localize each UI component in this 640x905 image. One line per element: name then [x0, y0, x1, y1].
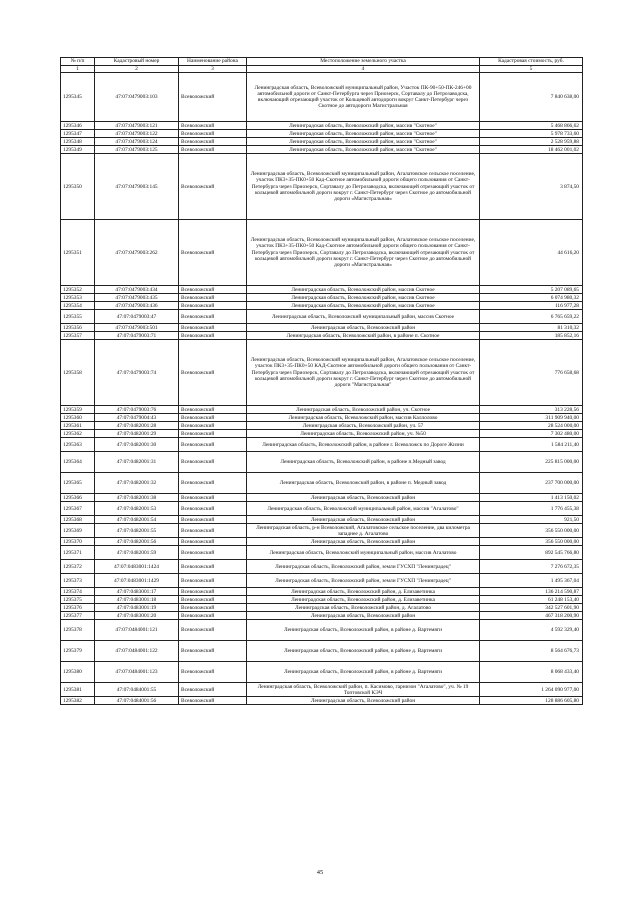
row-number: 1295351 — [61, 220, 95, 286]
table-row — [61, 302, 583, 310]
table-row — [61, 286, 583, 294]
cadastral-number: 47:07:0482001:30 — [95, 438, 179, 452]
cadastral-number: 47:07:0483001:1424 — [95, 560, 179, 574]
district-name: Всеволожский — [179, 406, 247, 414]
table-row — [61, 310, 583, 324]
cadastral-number: 47:07:0484001:56 — [95, 697, 179, 705]
cadastral-number: 47:07:0479003:122 — [95, 130, 179, 138]
cadastral-number: 47:07:0482001:56 — [95, 538, 179, 546]
row-number: 1295376 — [61, 604, 95, 612]
column-number: 2 — [95, 66, 179, 73]
location-text: Ленинградская область, Всеволожский район, в районе д. Вартемяги — [247, 662, 480, 683]
district-name: Всеволожский — [179, 494, 247, 502]
table-row — [61, 73, 583, 122]
cadastral-value: 311 909 940,00 — [480, 414, 583, 422]
location-text: Ленинградская область, Всеволожский муниципальный район, Участок ПК-90+50-ПК-246+00 автомобильной дороги от Санкт-Петербурга через Приозерск, Сортавалу до Петрозаводска, включающий отрезающий участок от Кольцевой автодороги вокруг Санкт-Петербург через Скотное до автодороги Магистральная — [247, 73, 480, 122]
location-text: Ленинградская область, Всеволожский район — [247, 538, 480, 546]
row-number: 1295382 — [61, 697, 95, 705]
cadastral-value: 6 765 659,22 — [480, 310, 583, 324]
row-number: 1295378 — [61, 620, 95, 641]
location-text: Ленинградская область, Всеволожский район, в районе д. Вартемяги — [247, 641, 480, 662]
cadastral-number: 47:07:0484001:122 — [95, 641, 179, 662]
row-number: 1295363 — [61, 438, 95, 452]
row-number: 1295372 — [61, 560, 95, 574]
table-row — [61, 574, 583, 588]
location-text: Ленинградская область, Всеволожский район — [247, 612, 480, 620]
location-text: Ленинградская область, Всеволожский район, земли ГУСХП "Ленинградец" — [247, 560, 480, 574]
district-name: Всеволожский — [179, 438, 247, 452]
location-text: Ленинградская область, Всеволожский муниципальный район, Агалатовское сельское поселение, участок ПК3+35-ПК0+50 Кад-Скотное автомобильной дороги общего пользования от Санкт-Петербурга через Приозерск, Сортавалу до Петрозаводска, включающей отрезающий участок от кольцевой автомобильной дороги вокруг г. Санкт-Петербург через Скотное до автомобильной дороги «Магистральная» — [247, 154, 480, 220]
row-number: 1295353 — [61, 294, 95, 302]
cadastral-value: 81 310,32 — [480, 324, 583, 332]
location-text: Ленинградская область, Всеволожский район — [247, 697, 480, 705]
cadastral-value: 1 264 090 977,00 — [480, 683, 583, 697]
cadastral-number: 47:07:0482001:55 — [95, 524, 179, 538]
row-number: 1295361 — [61, 422, 95, 430]
location-text: Ленинградская область, Всеволожский муниципальный район, массив "Агалатово" — [247, 502, 480, 516]
row-number: 1295346 — [61, 122, 95, 130]
table-row — [61, 130, 583, 138]
row-number: 1295348 — [61, 138, 95, 146]
district-name: Всеволожский — [179, 516, 247, 524]
district-name: Всеволожский — [179, 452, 247, 473]
table-header-row — [61, 58, 583, 66]
location-text: Ленинградская область, Всеволожский район, п. Касимово, гарнизон "Агалатово", уч. № 19 Топтовской КЭЧ — [247, 683, 480, 697]
location-text: Ленинградская область, Всеволожский район, массив Скотное — [247, 302, 480, 310]
location-text: Ленинградская область, Всеволожский район — [247, 324, 480, 332]
table-row — [61, 430, 583, 438]
row-number: 1295373 — [61, 574, 95, 588]
cadastral-number: 47:07:0484001:123 — [95, 662, 179, 683]
header-district: Наименование района — [179, 58, 247, 66]
row-number: 1295368 — [61, 516, 95, 524]
location-text: Ленинградская область, Всеволожский район — [247, 516, 480, 524]
cadastral-value: 356 550 000,00 — [480, 538, 583, 546]
cadastral-value-table — [60, 57, 583, 705]
district-name: Всеволожский — [179, 422, 247, 430]
table-row — [61, 620, 583, 641]
district-name: Всеволожский — [179, 154, 247, 220]
location-text: Ленинградская область, Всеволожский район, массив Каллолово — [247, 414, 480, 422]
district-name: Всеволожский — [179, 332, 247, 340]
district-name: Всеволожский — [179, 138, 247, 146]
row-number: 1295370 — [61, 538, 95, 546]
table-row — [61, 146, 583, 154]
cadastral-number: 47:07:0482001:53 — [95, 502, 179, 516]
cadastral-value: 7 276 672,35 — [480, 560, 583, 574]
cadastral-number: 47:07:0483001:20 — [95, 612, 179, 620]
cadastral-value: 342 527 601,90 — [480, 604, 583, 612]
cadastral-number: 47:07:0482001:32 — [95, 473, 179, 494]
location-text: Ленинградская область, Всеволожский район — [247, 494, 480, 502]
cadastral-value: 313 228,56 — [480, 406, 583, 414]
district-name: Всеволожский — [179, 662, 247, 683]
cadastral-value: 467 318 200,90 — [480, 612, 583, 620]
table-row — [61, 538, 583, 546]
district-name: Всеволожский — [179, 324, 247, 332]
location-text: Ленинградская область, Всеволожский район, массив "Скотное" — [247, 138, 480, 146]
location-text: Ленинградская область, Всеволожский район, в районе п.Медный завод — [247, 452, 480, 473]
table-row — [61, 588, 583, 596]
district-name: Всеволожский — [179, 294, 247, 302]
table-row — [61, 524, 583, 538]
table-row — [61, 596, 583, 604]
row-number: 1295369 — [61, 524, 95, 538]
cadastral-number: 47:07:0479003:121 — [95, 122, 179, 130]
cadastral-number: 47:07:0479003:436 — [95, 302, 179, 310]
location-text: Ленинградская область, Всеволожский район, в районе д. Вартемяги — [247, 620, 480, 641]
cadastral-number: 47:07:0479003:103 — [95, 73, 179, 122]
location-text: Ленинградская область, Всеволожский район, уч. 57 — [247, 422, 480, 430]
cadastral-value: 28 524 000,00 — [480, 422, 583, 430]
table-row — [61, 494, 583, 502]
location-text: Ленинградская область, Всеволожский район, массив "Скотное" — [247, 146, 480, 154]
cadastral-number: 47:07:0479003:76 — [95, 406, 179, 414]
cadastral-value: 776 658,68 — [480, 340, 583, 406]
district-name: Всеволожский — [179, 620, 247, 641]
table-row — [61, 406, 583, 414]
cadastral-value: 1 495 367,04 — [480, 574, 583, 588]
location-text: Ленинградская область, р-н Всеволожский, Агалатовское сельское поселение, два километра западнее д. Агалатово — [247, 524, 480, 538]
document-page — [60, 57, 582, 705]
location-text: Ленинградская область, Всеволожский район, в районе г. Всеволожск по Дороге Жизни — [247, 438, 480, 452]
cadastral-number: 47:07:0482001:59 — [95, 546, 179, 560]
cadastral-number: 47:07:0483001:1429 — [95, 574, 179, 588]
district-name: Всеволожский — [179, 524, 247, 538]
district-name: Всеволожский — [179, 560, 247, 574]
column-number: 4 — [247, 66, 480, 73]
table-row — [61, 414, 583, 422]
row-number: 1295357 — [61, 332, 95, 340]
location-text: Ленинградская область, Всеволожский район, в районе п. Медный завод — [247, 473, 480, 494]
location-text: Ленинградская область, Всеволожский район, массив Скотное — [247, 286, 480, 294]
row-number: 1295347 — [61, 130, 95, 138]
cadastral-value: 7 840 638,00 — [480, 73, 583, 122]
row-number: 1295364 — [61, 452, 95, 473]
cadastral-number: 47:07:0483001:18 — [95, 596, 179, 604]
table-row — [61, 332, 583, 340]
row-number: 1295377 — [61, 612, 95, 620]
location-text: Ленинградская область, Всеволожский муниципальный район, массив Скотное — [247, 310, 480, 324]
cadastral-value: 8 068 433,40 — [480, 662, 583, 683]
district-name: Всеволожский — [179, 604, 247, 612]
cadastral-value: 128 886 605,80 — [480, 697, 583, 705]
district-name: Всеволожский — [179, 340, 247, 406]
cadastral-number: 47:07:0483001:17 — [95, 588, 179, 596]
table-row — [61, 340, 583, 406]
location-text: Ленинградская область, Всеволожский муниципальный район, Агалатовское сельское поселение, участок ПК3+35-ПК0+50 Кад-Скотное автомобильной дороги общего пользования от Санкт-Петербурга через Приозерск, Сортавалу до Петрозаводска, включающей отрезающий участок от кольцевой автомобильной дороги вокруг г. Санкт-Петербург через Скотное до автомобильной дороги «Магистральная» — [247, 220, 480, 286]
district-name: Всеволожский — [179, 574, 247, 588]
cadastral-number: 47:07:0484001:55 — [95, 683, 179, 697]
row-number: 1295352 — [61, 286, 95, 294]
district-name: Всеволожский — [179, 697, 247, 705]
cadastral-value: 136 214 590,87 — [480, 588, 583, 596]
row-number: 1295356 — [61, 324, 95, 332]
cadastral-value: 892 545 766,80 — [480, 546, 583, 560]
cadastral-value: 1 584 211,40 — [480, 438, 583, 452]
table-row — [61, 220, 583, 286]
header-location: Местоположение земельного участка — [247, 58, 480, 66]
row-number: 1295379 — [61, 641, 95, 662]
location-text: Ленинградская область, Всеволожский муниципальный район, Агалатовское сельское поселение, участок ПК3+35-ПК0+50 КАД-Скотное автомобильной дороги общего пользования от Санкт-Петербурга через Приозерск, Сортавалу до Петрозаводска, включающей отрезающий участок от кольцевой автомобильной дороги вокруг г. Санкт-Петербург через Скотное до автомобильной дороги "Магистральная" — [247, 340, 480, 406]
cadastral-value: 1 413 150,02 — [480, 494, 583, 502]
district-name: Всеволожский — [179, 286, 247, 294]
table-row — [61, 438, 583, 452]
row-number: 1295381 — [61, 683, 95, 697]
cadastral-number: 47:07:0484001:121 — [95, 620, 179, 641]
row-number: 1295371 — [61, 546, 95, 560]
cadastral-value: 7 302 480,00 — [480, 430, 583, 438]
cadastral-number: 47:07:0479003:434 — [95, 286, 179, 294]
cadastral-number: 47:07:0479003:71 — [95, 332, 179, 340]
cadastral-value: 1 776 455,38 — [480, 502, 583, 516]
table-row — [61, 154, 583, 220]
cadastral-value: 6 074 980,32 — [480, 294, 583, 302]
cadastral-value: 5 978 733,60 — [480, 130, 583, 138]
cadastral-value: 5 468 866,62 — [480, 122, 583, 130]
location-text: Ленинградская область, Всеволожский район, в районе п. Скотное — [247, 332, 480, 340]
district-name: Всеволожский — [179, 430, 247, 438]
cadastral-number: 47:07:0479003:125 — [95, 146, 179, 154]
cadastral-value: 356 550 000,00 — [480, 524, 583, 538]
cadastral-value: 4 592 329,40 — [480, 620, 583, 641]
row-number: 1295380 — [61, 662, 95, 683]
cadastral-value: 3 874,50 — [480, 154, 583, 220]
column-number: 3 — [179, 66, 247, 73]
table-row — [61, 324, 583, 332]
district-name: Всеволожский — [179, 596, 247, 604]
row-number: 1295360 — [61, 414, 95, 422]
row-number: 1295354 — [61, 302, 95, 310]
header-row-number: № п/п — [61, 58, 95, 66]
column-number-row — [61, 66, 583, 73]
table-row — [61, 422, 583, 430]
cadastral-value: 921,50 — [480, 516, 583, 524]
table-row — [61, 516, 583, 524]
table-row — [61, 683, 583, 697]
district-name: Всеволожский — [179, 73, 247, 122]
location-text: Ленинградская область, Всеволожский район, д. Елизаветинка — [247, 596, 480, 604]
row-number: 1295349 — [61, 146, 95, 154]
district-name: Всеволожский — [179, 122, 247, 130]
district-name: Всеволожский — [179, 546, 247, 560]
district-name: Всеволожский — [179, 612, 247, 620]
cadastral-value: 237 700 000,00 — [480, 473, 583, 494]
column-number: 5 — [480, 66, 583, 73]
cadastral-value: 18 462 001,02 — [480, 146, 583, 154]
cadastral-number: 47:07:0479003:262 — [95, 220, 179, 286]
cadastral-value: 8 564 676,73 — [480, 641, 583, 662]
table-row — [61, 697, 583, 705]
district-name: Всеволожский — [179, 641, 247, 662]
row-number: 1295374 — [61, 588, 95, 596]
district-name: Всеволожский — [179, 473, 247, 494]
cadastral-number: 47:07:0479003:435 — [95, 294, 179, 302]
location-text: Ленинградская область, Всеволожский район, уч. №50 — [247, 430, 480, 438]
row-number: 1295358 — [61, 340, 95, 406]
cadastral-value: 225 815 000,00 — [480, 452, 583, 473]
table-row — [61, 546, 583, 560]
cadastral-number: 47:07:0479003:501 — [95, 324, 179, 332]
location-text: Ленинградская область, Всеволожский район, массив Скотное — [247, 294, 480, 302]
table-row — [61, 662, 583, 683]
row-number: 1295359 — [61, 406, 95, 414]
cadastral-number: 47:07:0482001:29 — [95, 430, 179, 438]
table-row — [61, 641, 583, 662]
cadastral-number: 47:07:0479003:74 — [95, 340, 179, 406]
header-cadastral-number: Кадастровый номер — [95, 58, 179, 66]
table-row — [61, 122, 583, 130]
row-number: 1295367 — [61, 502, 95, 516]
district-name: Всеволожский — [179, 502, 247, 516]
location-text: Ленинградская область, Всеволожский район, земли ГУСХП "Ленинградец" — [247, 574, 480, 588]
table-row — [61, 560, 583, 574]
header-cadastral-value: Кадастровая стоимость, руб. — [480, 58, 583, 66]
location-text: Ленинградская область, Всеволожский район, д. Агалатово — [247, 604, 480, 612]
row-number: 1295345 — [61, 73, 95, 122]
cadastral-number: 47:07:0483001:19 — [95, 604, 179, 612]
cadastral-value: 5 207 089,65 — [480, 286, 583, 294]
location-text: Ленинградская область, Всеволожский муниципальный район, массив Агалатово — [247, 546, 480, 560]
cadastral-number: 47:07:0482001:28 — [95, 422, 179, 430]
cadastral-number: 47:07:0479003:145 — [95, 154, 179, 220]
district-name: Всеволожский — [179, 683, 247, 697]
district-name: Всеволожский — [179, 588, 247, 596]
page-number: 45 — [316, 869, 324, 876]
location-text: Ленинградская область, Всеволожский район, массив "Скотное" — [247, 122, 480, 130]
district-name: Всеволожский — [179, 538, 247, 546]
cadastral-number: 47:07:0479003:124 — [95, 138, 179, 146]
district-name: Всеволожский — [179, 310, 247, 324]
district-name: Всеволожский — [179, 220, 247, 286]
cadastral-value: 116 977,28 — [480, 302, 583, 310]
row-number: 1295366 — [61, 494, 95, 502]
cadastral-value: 44 616,20 — [480, 220, 583, 286]
location-text: Ленинградская область, Всеволожский район, д. Елизаветинка — [247, 588, 480, 596]
row-number: 1295362 — [61, 430, 95, 438]
row-number: 1295355 — [61, 310, 95, 324]
cadastral-number: 47:07:0479004:43 — [95, 414, 179, 422]
column-number: 1 — [61, 66, 95, 73]
row-number: 1295350 — [61, 154, 95, 220]
table-row — [61, 452, 583, 473]
cadastral-value: 61 248 153,40 — [480, 596, 583, 604]
table-row — [61, 138, 583, 146]
table-row — [61, 502, 583, 516]
cadastral-number: 47:07:0482001:31 — [95, 452, 179, 473]
table-row — [61, 612, 583, 620]
cadastral-value: 185 852,16 — [480, 332, 583, 340]
district-name: Всеволожский — [179, 146, 247, 154]
row-number: 1295375 — [61, 596, 95, 604]
table-row — [61, 294, 583, 302]
cadastral-number: 47:07:0482001:38 — [95, 494, 179, 502]
location-text: Ленинградская область, Всеволожский район, массив "Скотное" — [247, 130, 480, 138]
cadastral-number: 47:07:0482001:54 — [95, 516, 179, 524]
cadastral-value: 2 528 959,88 — [480, 138, 583, 146]
row-number: 1295365 — [61, 473, 95, 494]
cadastral-number: 47:07:0479003:47 — [95, 310, 179, 324]
table-row — [61, 473, 583, 494]
location-text: Ленинградская область, Всеволожский район, уч. Скотное — [247, 406, 480, 414]
district-name: Всеволожский — [179, 302, 247, 310]
district-name: Всеволожский — [179, 414, 247, 422]
table-row — [61, 604, 583, 612]
district-name: Всеволожский — [179, 130, 247, 138]
